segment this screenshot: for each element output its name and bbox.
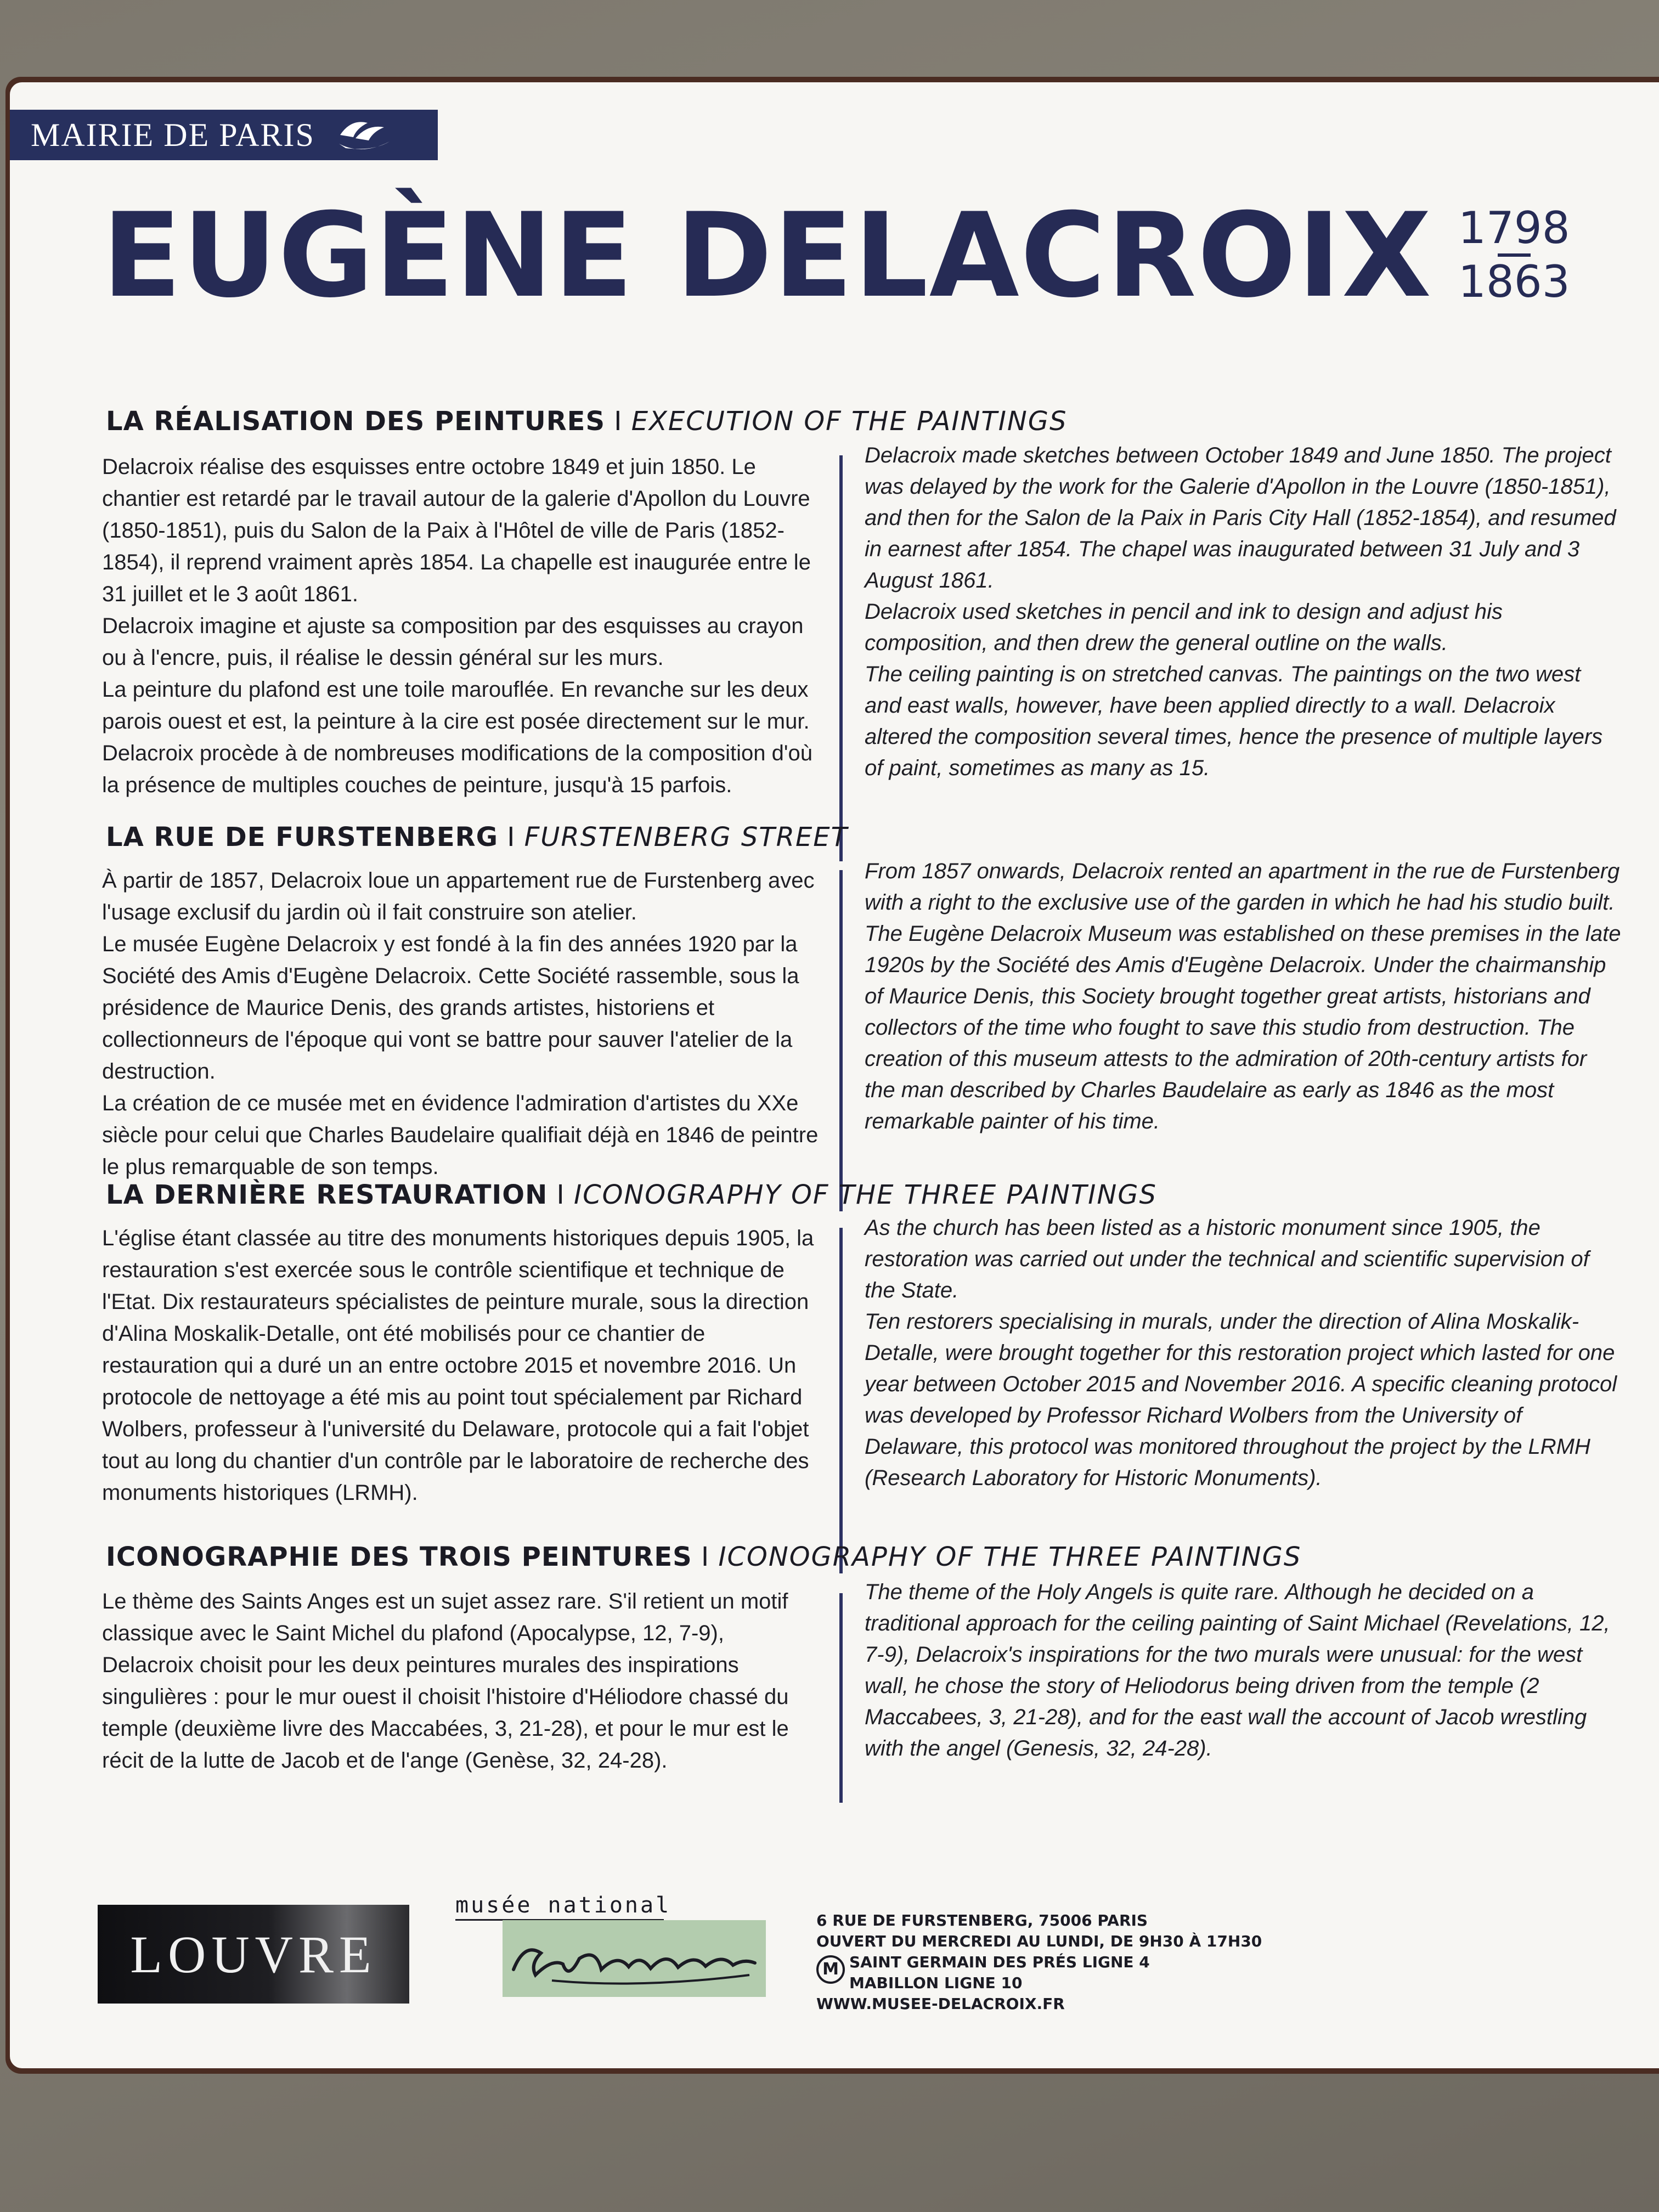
mairie-label: MAIRIE DE PARIS — [31, 116, 315, 153]
section-separator: I — [605, 406, 631, 437]
paragraph: À partir de 1857, Delacroix loue un appartement rue de Furstenberg avec l'usage exclusif du jardin où il fait construire son atelier. — [102, 868, 815, 924]
metro-line-1: SAINT GERMAIN DES PRÉS LIGNE 4 — [849, 1953, 1150, 1971]
column-divider — [839, 1228, 843, 1573]
metro-icon: M — [816, 1955, 845, 1984]
year-start: 1798 — [1458, 202, 1570, 253]
louvre-logo — [98, 1905, 409, 2004]
section-title-fr: LA RÉALISATION DES PEINTURES — [106, 406, 606, 437]
delacroix-signature-logo — [503, 1920, 766, 1997]
section-title-fr: ICONOGRAPHIE DES TROIS PEINTURES — [106, 1542, 692, 1572]
section-heading-iconography — [106, 1542, 1301, 1572]
section-heading-execution — [106, 406, 1067, 437]
metro-lines — [849, 1952, 1150, 1994]
paragraph: Delacroix imagine et ajuste sa composition par des esquisses au crayon ou à l'encre, puis, il réalise le dessin général sur les murs. — [102, 614, 804, 670]
page-title: EUGÈNE DELACROIX — [102, 188, 1433, 323]
paragraph: The ceiling painting is on stretched canvas. The paintings on the two west and east walls, however, have been applied directly to a wall. Delacroix altered the composition several times, hence the presence of multiple layers of paint, sometimes as many as 15. — [865, 662, 1603, 780]
museum-info — [816, 1910, 1262, 2015]
address-text: 6 RUE DE FURSTENBERG, 75006 PARIS — [816, 1911, 1148, 1929]
section-text-fr — [102, 451, 821, 801]
musee-national-label: musée national — [455, 1893, 672, 1918]
section-separator: I — [692, 1542, 719, 1572]
mairie-de-paris-banner — [10, 110, 438, 160]
paragraph: Ten restorers specialising in murals, under the direction of Alina Moskalik-Detalle, were brought together for this restoration project which lasted for one year between October 2015 and November 2016. A specific cleaning protocol was developed by Professor Richard Wolbers from the University of Delaware, this protocol was monitored throughout the project by the LRMH (Research Laboratory for Historic Monuments). — [865, 1310, 1617, 1490]
column-divider — [839, 870, 843, 1211]
signature-icon — [503, 1920, 766, 1997]
paragraph: La peinture du plafond est une toile marouflée. En revanche sur les deux parois ouest et est, la peinture à la cire est posée directement sur le mur. Delacroix procède à de nombreuses modifications de la composition d'où la présence de multiples couches de peinture, jusqu'à 15 parfois. — [102, 678, 813, 797]
section-text-en — [865, 856, 1622, 1137]
section-text-fr — [102, 1585, 821, 1776]
paragraph: Le musée Eugène Delacroix y est fondé à la fin des années 1920 par la Société des Amis d'Eugène Delacroix. Cette Société rassemble, sous la présidence de Maurice Denis, des grands artistes, historiens et collectionneurs de l'époque qui vont se battre pour sauver l'atelier de la destruction. — [102, 932, 799, 1084]
section-title-fr: LA RUE DE FURSTENBERG — [106, 822, 498, 853]
section-title-en: EXECUTION OF THE PAINTINGS — [631, 406, 1068, 437]
section-text-en — [865, 1577, 1622, 1764]
website-text: WWW.MUSEE-DELACROIX.FR — [816, 1995, 1065, 2013]
section-title-en: ICONOGRAPHY OF THE THREE PAINTINGS — [573, 1180, 1157, 1210]
metro-info — [816, 1952, 1262, 1994]
year-end: 1863 — [1458, 256, 1570, 307]
louvre-logo-text: LOUVRE — [130, 1925, 377, 1984]
paragraph: As the church has been listed as a historic monument since 1905, the restoration was carried out under the technical and scientific supervision of the State. — [865, 1216, 1589, 1302]
section-title-en: FURSTENBERG STREET — [524, 822, 848, 853]
information-panel — [10, 82, 1659, 2068]
paragraph: La création de ce musée met en évidence l'admiration d'artistes du XXe siècle pour celui que Charles Baudelaire qualifiait déjà en 1846 de peintre le plus remarquable de son temps. — [102, 1091, 819, 1179]
opening-hours-text: OUVERT DU MERCREDI AU LUNDI, DE 9H30 À 17H30 — [816, 1932, 1262, 1950]
section-title-fr: LA DERNIÈRE RESTAURATION — [106, 1180, 548, 1210]
section-text-fr — [102, 1222, 821, 1509]
metro-line-2: MABILLON LIGNE 10 — [849, 1974, 1023, 1992]
paragraph: The theme of the Holy Angels is quite rare. Although he decided on a traditional approach for the ceiling painting of Saint Michael (Revelations, 12, 7-9), Delacroix's inspirations for the two murals were unusual: for the west wall, he chose the story of Heliodorus being driven from the temple (2 Maccabees, 3, 21-28), and for the east wall the account of Jacob wrestling with the angel (Genesis, 32, 24-28). — [865, 1580, 1610, 1760]
section-text-en — [865, 440, 1622, 784]
section-separator: I — [498, 822, 524, 853]
paragraph: Delacroix made sketches between October 1849 and June 1850. The project was delayed by the work for the Galerie d'Apollon in the Louvre (1850-1851), and then for the Salon de la Paix in Paris City Hall (1852-1854), and resumed in earnest after 1854. The chapel was inaugurated between 31 July and 3 August 1861. — [865, 443, 1616, 592]
section-title-en: ICONOGRAPHY OF THE THREE PAINTINGS — [718, 1542, 1302, 1572]
section-text-en — [865, 1212, 1622, 1494]
paragraph: Delacroix used sketches in pencil and ink to design and adjust his composition, and then drew the general outline on the walls. — [865, 600, 1503, 655]
column-divider — [839, 455, 843, 861]
paragraph: From 1857 onwards, Delacroix rented an apartment in the rue de Furstenberg with a right to the exclusive use of the garden in which he had his studio built. The Eugène Delacroix Museum was established on these premises in the late 1920s by the Société des Amis d'Eugène Delacroix. Under the chairmanship of Maurice Denis, this Society brought together great artists, historians and collectors of the time who fought to save this studio from destruction. The creation of this museum attests to the admiration of 20th-century artists for the man described by Charles Baudelaire as early as 1846 as the most remarkable painter of his time. — [865, 859, 1621, 1133]
life-years — [1458, 204, 1570, 306]
section-heading-restoration — [106, 1180, 1157, 1210]
paris-ship-logo-icon — [335, 113, 395, 157]
paragraph: L'église étant classée au titre des monuments historiques depuis 1905, la restauration s'est exercée sous le contrôle scientifique et technique de l'Etat. Dix restaurateurs spécialistes de peinture murale, sous la direction d'Alina Moskalik-Detalle, ont été mobilisés pour ce chantier de restauration qui a duré un an entre octobre 2015 et novembre 2016. Un protocole de nettoyage a été mis au point tout spécialement par Richard Wolbers, professeur à l'université du Delaware, protocole qui a fait l'objet tout au long du chantier d'un contrôle par le laboratoire de recherche des monuments historiques (LRMH). — [102, 1226, 814, 1505]
paragraph: Le thème des Saints Anges est un sujet assez rare. S'il retient un motif classique avec le Saint Michel du plafond (Apocalypse, 12, 7-9), Delacroix choisit pour les deux peintures murales des inspirations singulières : pour le mur ouest il choisit l'histoire d'Héliodore chassé du temple (deuxième livre des Maccabées, 3, 21-28), et pour le mur est le récit de la lutte de Jacob et de l'ange (Genèse, 32, 24-28). — [102, 1589, 789, 1773]
section-text-fr — [102, 865, 821, 1183]
section-separator: I — [548, 1180, 574, 1210]
paragraph: Delacroix réalise des esquisses entre octobre 1849 et juin 1850. Le chantier est retardé par le travail autour de la galerie d'Apollon du Louvre (1850-1851), puis du Salon de la Paix à l'Hôtel de ville de Paris (1852-1854), il reprend vraiment après 1854. La chapelle est inaugurée entre le 31 juillet et le 3 août 1861. — [102, 455, 811, 606]
column-divider — [839, 1593, 843, 1803]
section-heading-furstenberg — [106, 822, 848, 853]
